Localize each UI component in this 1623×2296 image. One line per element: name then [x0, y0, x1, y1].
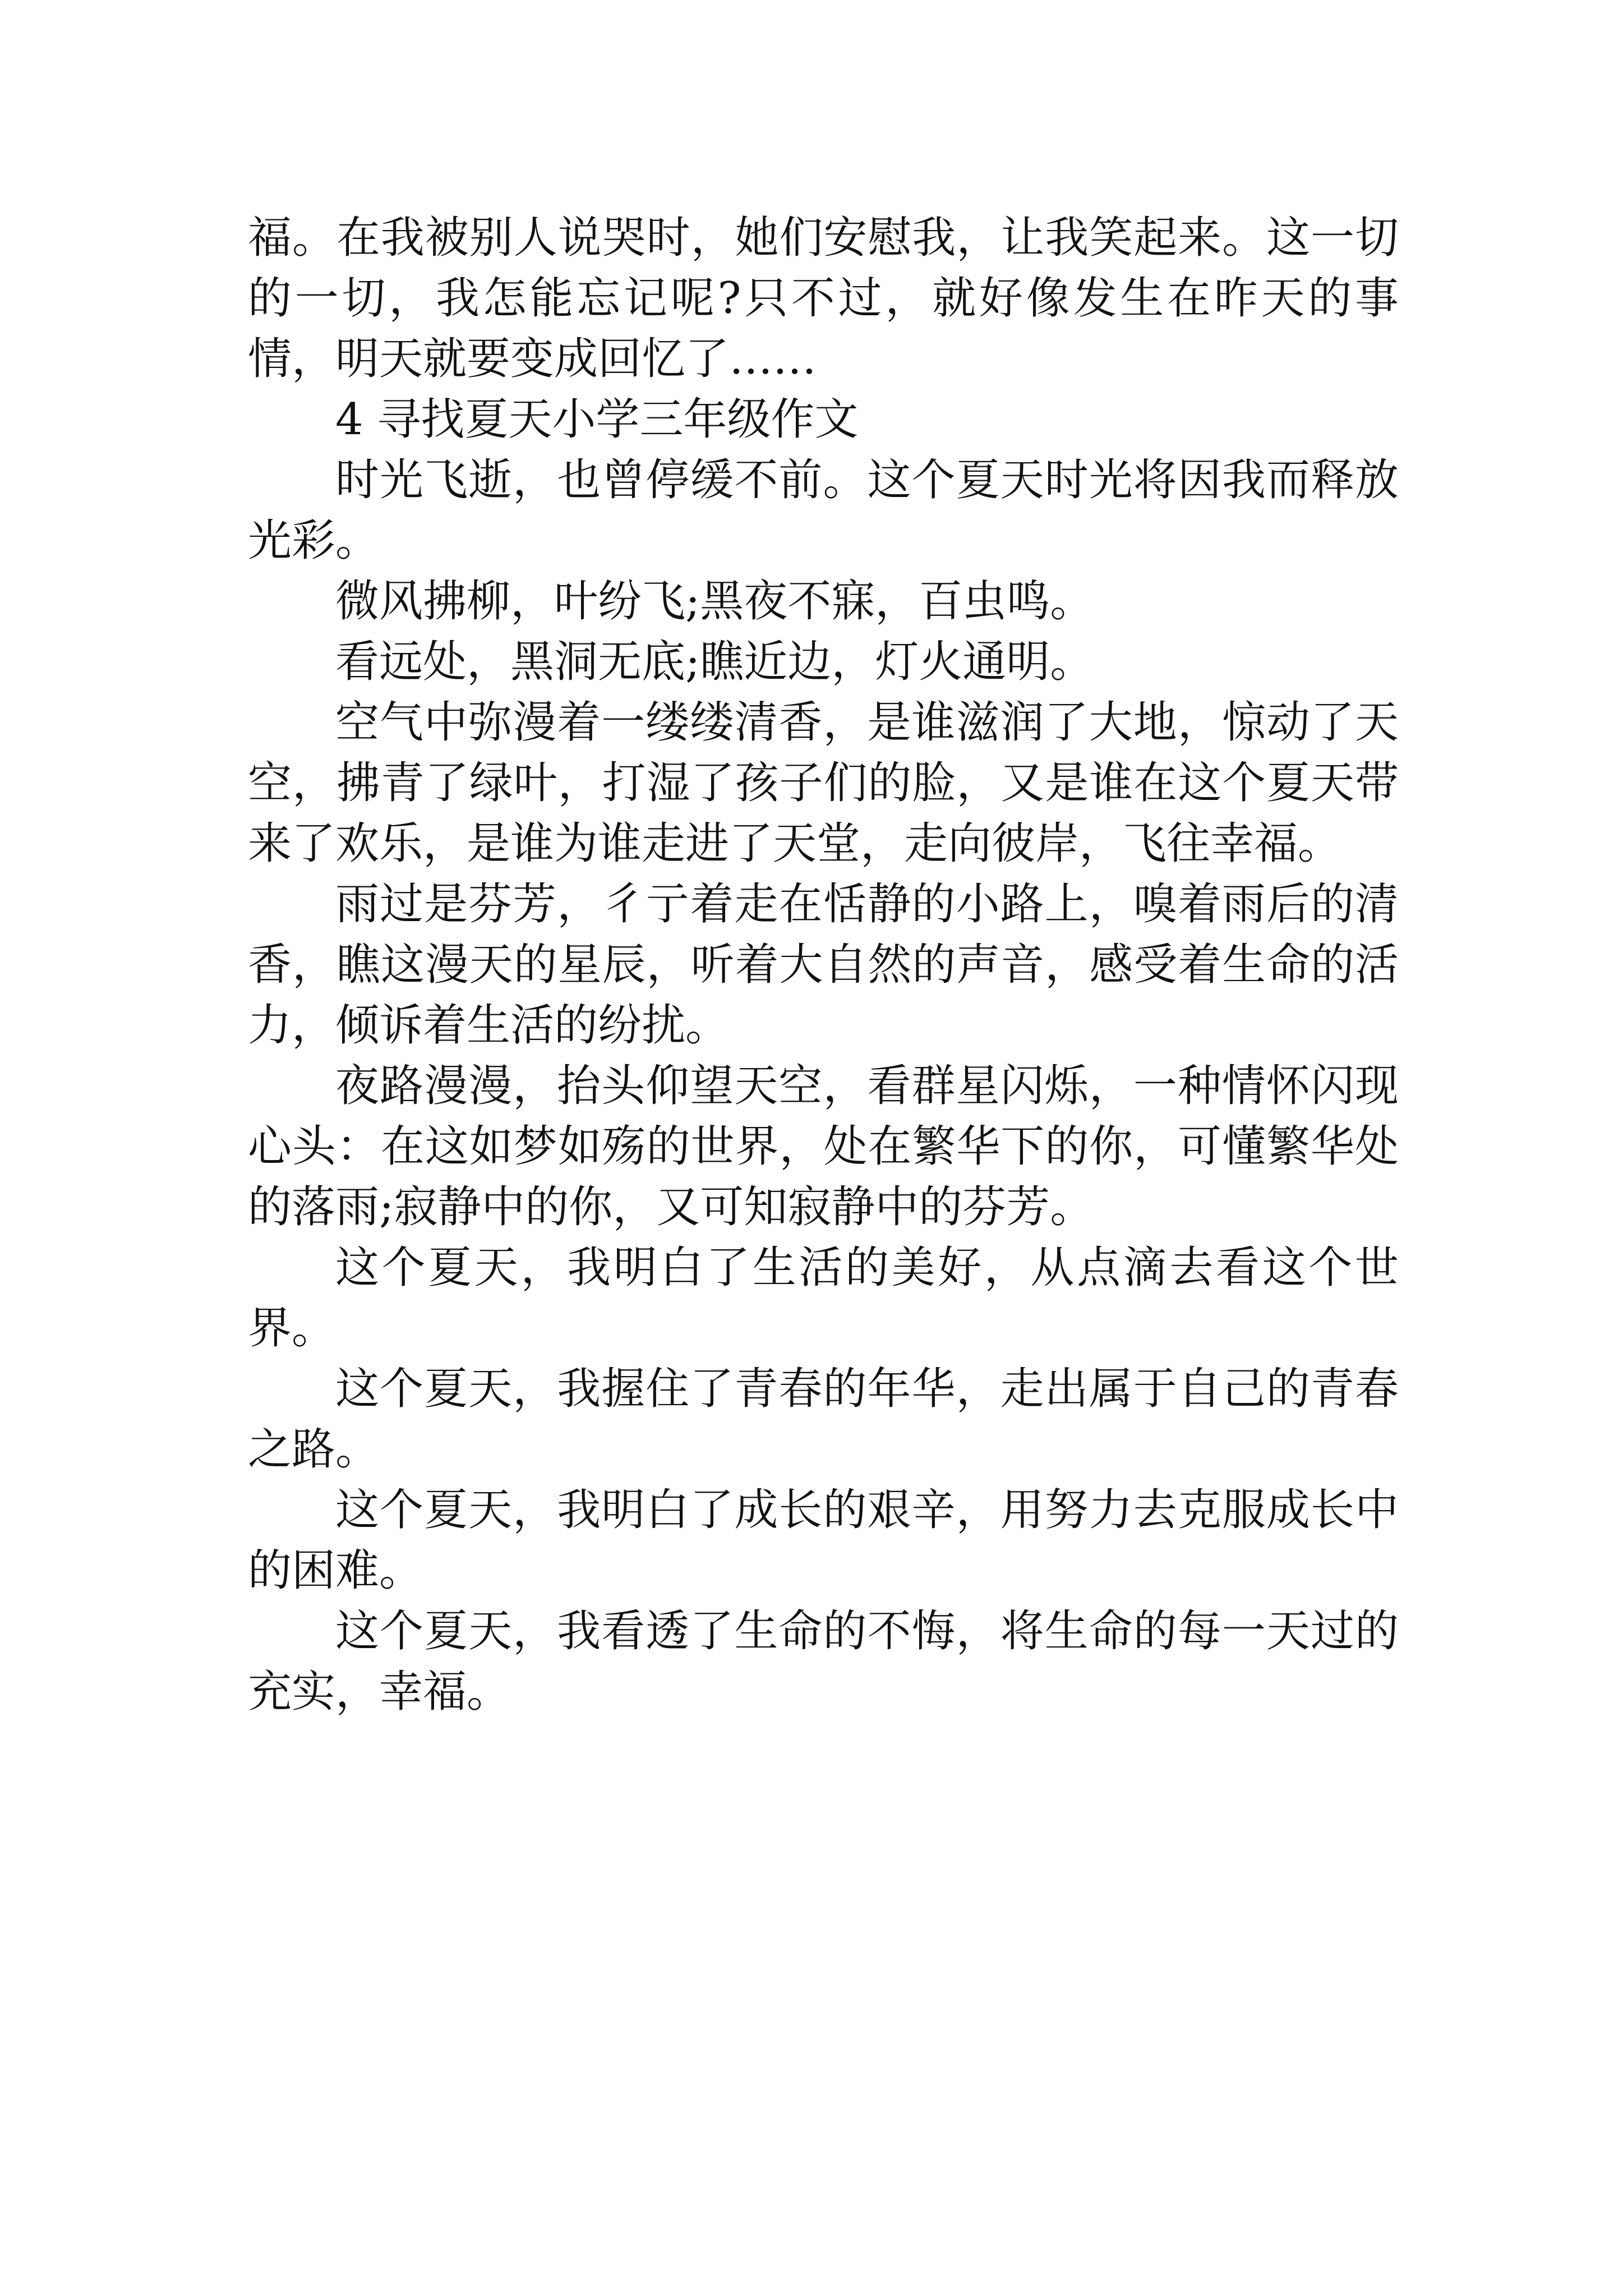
paragraph: 时光飞逝，也曾停缓不前。这个夏天时光将因我而释放光彩。	[248, 455, 1399, 566]
paragraph: 这个夏天，我握住了青春的年华，走出属于自己的青春之路。	[248, 1364, 1399, 1475]
paragraph: 夜路漫漫，抬头仰望天空，看群星闪烁，一种情怀闪现心头：在这如梦如殇的世界，处在繁华下的你，可懂繁华处的落雨;寂静中的你，又可知寂静中的芬芳。	[248, 1061, 1399, 1232]
paragraph: 雨过是芬芳，彳亍着走在恬静的小路上，嗅着雨后的清香，瞧这漫天的星辰，听着大自然的声音，感受着生命的活力，倾诉着生活的纷扰。	[248, 879, 1399, 1051]
paragraph: 看远处，黑洞无底;瞧近边，灯火通明。	[335, 637, 1094, 687]
paragraph: 这个夏天，我明白了生活的美好，从点滴去看这个世界。	[248, 1243, 1399, 1354]
paragraph: 这个夏天，我看透了生命的不悔，将生命的每一天过的充实，幸福。	[248, 1606, 1399, 1717]
paragraph: 微风拂柳，叶纷飞;黑夜不寐，百虫鸣。	[335, 576, 1094, 627]
paragraph-continuation: 福。在我被别人说哭时，她们安慰我，让我笑起来。这一切的一切，我怎能忘记呢?只不过，就好像发生在昨天的事情，明天就要变成回忆了……	[248, 213, 1399, 384]
document-body	[248, 208, 1399, 1722]
paragraph: 这个夏天，我明白了成长的艰辛，用努力去克服成长中的困难。	[248, 1485, 1399, 1596]
section-heading: 4 寻找夏天小学三年级作文	[335, 394, 859, 445]
paragraph: 空气中弥漫着一缕缕清香，是谁滋润了大地，惊动了天空，拂青了绿叶，打湿了孩子们的脸，又是谁在这个夏天带来了欢乐，是谁为谁走进了天堂，走向彼岸，飞往幸福。	[248, 697, 1399, 869]
